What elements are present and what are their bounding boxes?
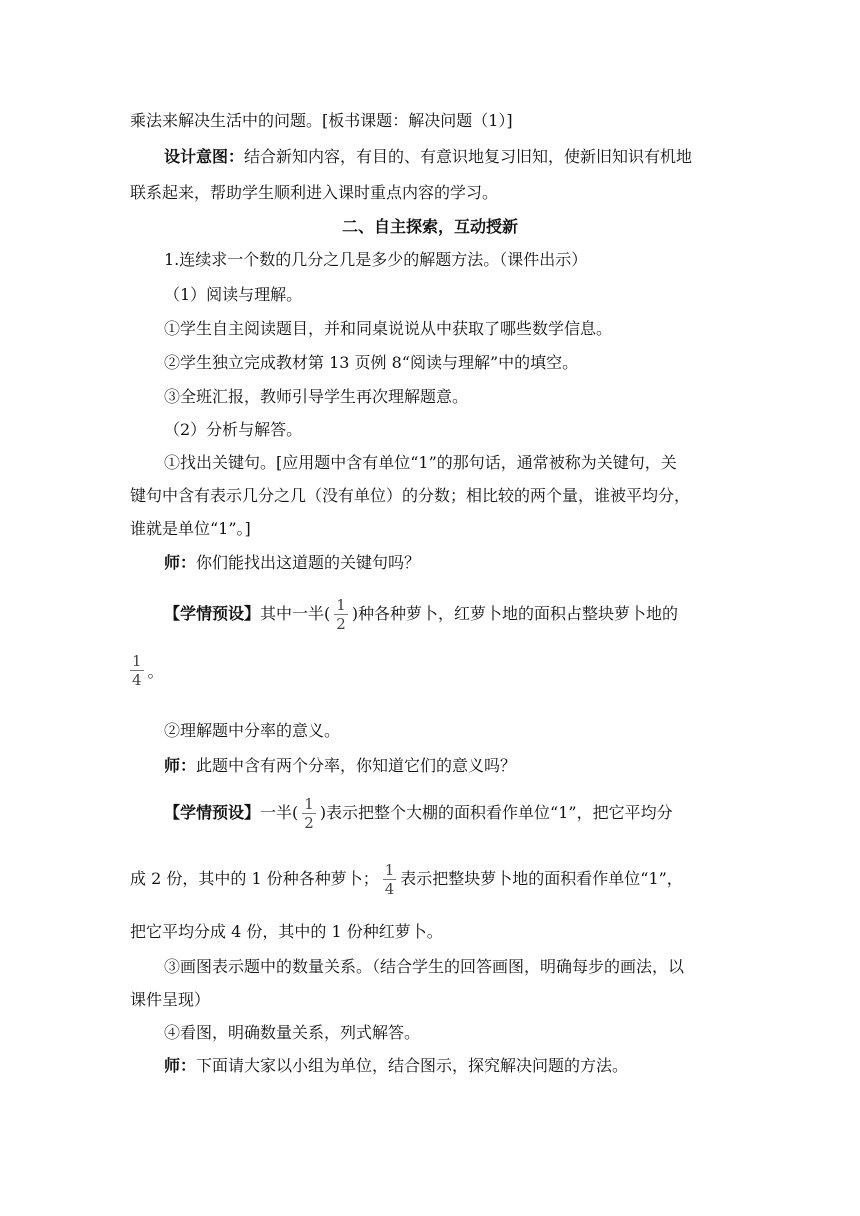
paragraph-line: ③画图表示题中的数量关系。（结合学生的回答画图，明确每步的画法，以	[164, 957, 685, 976]
fraction-denominator: 2	[304, 814, 314, 832]
fraction-quarter	[383, 861, 397, 898]
paragraph-line: 课件呈现）	[130, 990, 211, 1009]
paragraph-line: ②理解题中分率的意义。	[164, 721, 341, 740]
paragraph-line: ④看图，明确数量关系，列式解答。	[164, 1023, 421, 1042]
fraction-numerator: 1	[304, 795, 314, 813]
teacher-label: 师：	[164, 756, 197, 775]
preset-text: )种各种萝卜，红萝卜地的面积占整块萝卜地的	[351, 604, 679, 623]
preset-label: 【学情预设】	[164, 604, 261, 623]
preset-text: 一半(	[260, 803, 299, 822]
fraction-line	[130, 652, 164, 689]
teacher-text: 此题中含有两个分率，你知道它们的意义吗？	[196, 756, 517, 775]
preset-line	[164, 592, 678, 636]
fraction-numerator: 1	[336, 596, 346, 614]
paragraph-line: 把它平均分成 4 份，其中的 1 份种红萝卜。	[130, 922, 443, 941]
teacher-label: 师：	[164, 1056, 197, 1075]
teacher-text: 下面请大家以小组为单位，结合图示，探究解决问题的方法。	[196, 1056, 629, 1075]
paragraph-line: 键句中含有表示几分之几（没有单位）的分数；相比较的两个量，谁被平均分，	[130, 486, 691, 505]
fraction-denominator: 2	[336, 615, 346, 633]
paragraph-line: 1.连续求一个数的几分之几是多少的解题方法。（课件出示）	[164, 250, 588, 269]
fraction-numerator: 1	[384, 861, 395, 879]
paragraph-line: ②学生独立完成教材第 13 页例 8“阅读与理解”中的填空。	[164, 353, 579, 372]
fraction-denominator: 4	[132, 671, 142, 689]
paragraph-line: （1）阅读与理解。	[164, 285, 303, 304]
paragraph-line: 乘法来解决生活中的问题。[板书课题：解决问题（1）]	[130, 111, 513, 130]
paragraph-text: 表示把整块萝卜地的面积看作单位“1”，	[400, 869, 683, 888]
design-intent-label: 设计意图：	[164, 147, 245, 166]
paragraph-line: 联系起来，帮助学生顺利进入课时重点内容的学习。	[130, 183, 499, 202]
teacher-instruction-line	[164, 1055, 628, 1077]
fraction-half	[302, 795, 316, 832]
teacher-question-line	[164, 755, 516, 777]
teacher-text: 你们能找出这道题的关键句吗？	[196, 553, 421, 572]
paragraph-line	[130, 857, 683, 901]
preset-text: 其中一半(	[260, 604, 331, 623]
fraction-denominator: 4	[384, 880, 395, 898]
teacher-label: 师：	[164, 553, 197, 572]
fraction-numerator: 1	[132, 652, 142, 670]
paragraph-line: ①找出关键句。[应用题中含有单位“1”的那句话，通常被称为关键句，关	[164, 453, 677, 472]
preset-text: )表示把整个大棚的面积看作单位“1”，把它平均分	[319, 803, 673, 822]
section-heading: 二、自主探索，互动授新	[341, 217, 518, 236]
paragraph-line: 谁就是单位“1”。]	[130, 519, 251, 538]
paragraph-line: （2）分析与解答。	[164, 420, 303, 439]
paragraph-line: ①学生自主阅读题目，并和同桌说说从中获取了哪些数学信息。	[164, 319, 613, 338]
teacher-question-line	[164, 552, 420, 574]
design-intent-line	[164, 146, 692, 168]
fraction-quarter	[130, 652, 144, 689]
paragraph-text: 成 2 份，其中的 1 份种各种萝卜；	[130, 869, 379, 888]
punctuation: 。	[147, 662, 164, 681]
preset-label: 【学情预设】	[164, 803, 261, 822]
preset-line	[164, 791, 673, 835]
fraction-half	[334, 596, 348, 633]
paragraph-line: ③全班汇报，教师引导学生再次理解题意。	[164, 387, 469, 406]
design-intent-text: 结合新知内容，有目的、有意识地复习旧知，使新旧知识有机地	[244, 147, 693, 166]
